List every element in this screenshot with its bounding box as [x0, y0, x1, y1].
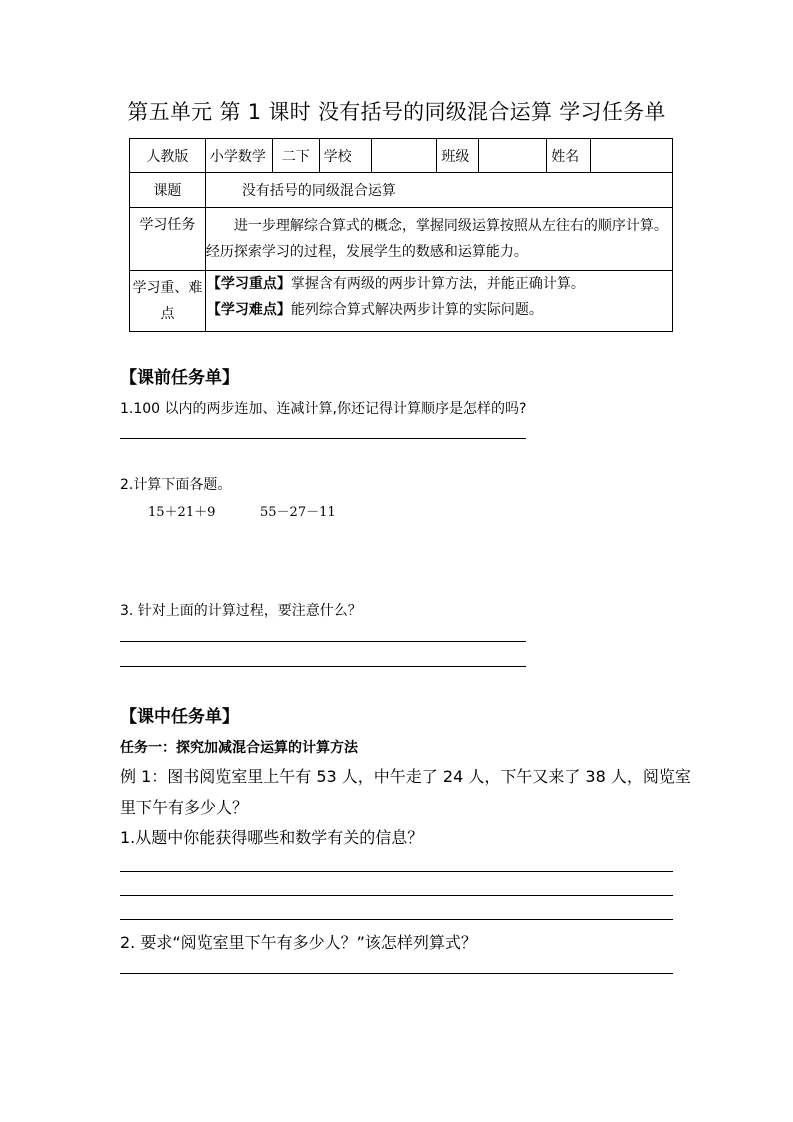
key-point-line — [207, 271, 668, 297]
answer-line[interactable] — [120, 666, 526, 667]
answer-line[interactable] — [120, 973, 673, 974]
grade-cell: 二下 — [272, 139, 319, 173]
school-label: 学校 — [319, 139, 371, 173]
example-line-2: 里下午有多少人？ — [120, 798, 249, 817]
answer-line[interactable] — [120, 871, 673, 872]
keypoint-content — [205, 271, 672, 332]
name-label: 姓名 — [547, 139, 591, 173]
class-label: 班级 — [437, 139, 479, 173]
task-one-title: 任务一：探究加减混合运算的计算方法 — [120, 740, 358, 756]
name-field[interactable] — [591, 139, 673, 173]
key-point-tag: 【学习重点】 — [206, 276, 291, 292]
in-class-heading: 【课中任务单】 — [120, 707, 239, 727]
pre-class-q3: 3. 针对上面的计算过程，要注意什么？ — [120, 603, 362, 619]
page-title: 第五单元 第 1 课时 没有括号的同级混合运算 学习任务单 — [127, 100, 666, 124]
expression-1: 15＋21＋9 — [148, 505, 216, 520]
in-class-q1: 1.从题中你能获得哪些和数学有关的信息？ — [120, 828, 424, 847]
info-table — [129, 138, 673, 332]
task-value: 进一步理解综合算式的概念，掌握同级运算按照从左往右的顺序计算。经历探索学习的过程，发展学生的数感和运算能力。 — [205, 208, 672, 271]
pre-class-q1: 1.100 以内的两步连加、连减计算,你还记得计算顺序是怎样的吗? — [120, 401, 527, 417]
in-class-q2: 2. 要求“阅览室里下午有多少人？”该怎样列算式？ — [120, 933, 477, 952]
keypoint-label: 学习重、难点 — [130, 271, 206, 332]
subject-cell: 小学数学 — [205, 139, 272, 173]
difficulty-text: 能列综合算式解决两步计算的实际问题。 — [290, 302, 543, 318]
answer-line[interactable] — [120, 438, 526, 439]
task-label: 学习任务 — [130, 208, 206, 271]
topic-label: 课题 — [130, 173, 206, 208]
topic-value: 没有括号的同级混合运算 — [205, 173, 672, 208]
difficulty-tag: 【学习难点】 — [206, 302, 291, 318]
answer-line[interactable] — [120, 919, 673, 920]
pre-class-heading: 【课前任务单】 — [120, 368, 239, 388]
publisher-cell: 人教版 — [130, 139, 206, 173]
class-field[interactable] — [479, 139, 547, 173]
school-field[interactable] — [371, 139, 437, 173]
expression-2: 55－27－11 — [260, 505, 336, 520]
key-point-text: 掌握含有两级的两步计算方法，并能正确计算。 — [290, 276, 585, 292]
pre-class-q2: 2.计算下面各题。 — [120, 477, 232, 493]
answer-line[interactable] — [120, 641, 526, 642]
difficulty-line — [207, 297, 668, 323]
answer-line[interactable] — [120, 895, 673, 896]
example-line-1: 例 1：图书阅览室里上午有 53 人，中午走了 24 人，下午又来了 38 人，阅览室 — [120, 767, 691, 786]
